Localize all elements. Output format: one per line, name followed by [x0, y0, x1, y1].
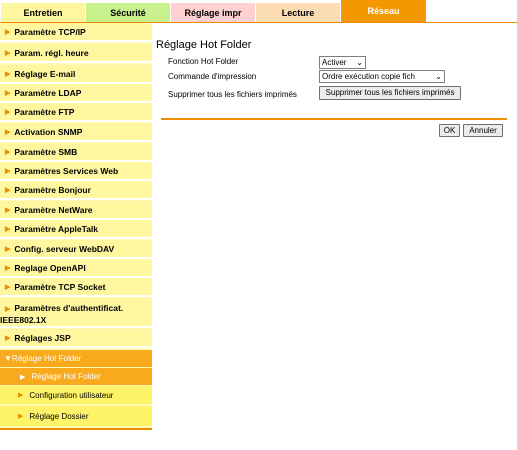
sidebar-item-email[interactable] [0, 65, 152, 84]
sidebar-item-label: Paramètre Bonjour [14, 184, 91, 195]
sidebar-item-label: Param. régl. heure [14, 47, 89, 58]
sidebar-item-ieee8021x[interactable] [0, 298, 152, 328]
sidebar-item-tcp-ip[interactable] [0, 23, 152, 42]
arrow-right-icon: ▶ [20, 373, 26, 381]
tab-securite[interactable]: Sécurité [86, 3, 170, 23]
sidebar-item-snmp[interactable] [0, 123, 152, 142]
sidebar-sub-label: Configuration utilisateur [29, 390, 114, 400]
sidebar-item-label: Reglage OpenAPI [14, 262, 86, 273]
sidebar-item-netware[interactable] [0, 201, 152, 220]
arrow-right-icon: ▶ [5, 89, 11, 97]
sidebar-item-heure[interactable] [0, 44, 152, 63]
arrow-right-icon: ▶ [5, 334, 11, 342]
print-command-select[interactable] [319, 70, 445, 83]
sidebar-item-tcp-socket[interactable] [0, 278, 152, 297]
arrow-right-icon: ▶ [5, 245, 11, 253]
sidebar-item-label: Paramètre AppleTalk [14, 223, 99, 234]
sidebar-item-label: Activation SNMP [14, 126, 83, 137]
sidebar-item-label: Réglages JSP [14, 332, 71, 343]
arrow-right-icon: ▶ [18, 413, 24, 420]
sidebar-sub-label: Réglage Dossier [29, 411, 89, 421]
sidebar-item-bonjour[interactable] [0, 181, 152, 200]
sidebar-sub-label: Réglage Hot Folder [31, 372, 101, 381]
sidebar-sub-configuration-utilisateur[interactable] [0, 386, 152, 404]
sidebar-item-label: Config. serveur WebDAV [14, 243, 115, 254]
sidebar-sub-reglage-hot-folder[interactable] [0, 368, 152, 385]
chevron-down-icon: ⌄ [435, 72, 442, 81]
sidebar-item-label: Paramètres d'authentificat. [14, 303, 124, 313]
sidebar-item-label: Paramètre FTP [14, 106, 75, 117]
tab-reglage-impr[interactable]: Réglage impr [171, 3, 255, 23]
arrow-right-icon: ▶ [5, 28, 11, 36]
arrow-right-icon: ▶ [5, 49, 11, 57]
sidebar-group-hot-folder[interactable]: ▼Réglage Hot Folder [0, 350, 152, 367]
sidebar-item-appletalk[interactable] [0, 220, 152, 239]
arrow-right-icon: ▶ [5, 264, 11, 272]
sidebar-item-label: Paramètre SMB [14, 146, 78, 157]
delete-files-label: Supprimer tous les fichiers imprimés [168, 90, 297, 99]
separator-line [161, 118, 507, 120]
arrow-right-icon: ▶ [5, 225, 11, 233]
arrow-right-icon: ▶ [5, 70, 11, 78]
sidebar-item-openapi[interactable] [0, 259, 152, 278]
ok-button[interactable]: OK [439, 124, 460, 137]
sidebar-item-ldap[interactable] [0, 84, 152, 103]
tab-entretien[interactable]: Entretien [1, 3, 85, 23]
sidebar-item-label: Paramètres Services Web [14, 165, 119, 176]
sidebar-item-label: IEEE802.1X [0, 315, 47, 325]
arrow-right-icon: ▶ [5, 306, 11, 313]
sidebar-item-ftp[interactable] [0, 103, 152, 122]
sidebar-item-webdav[interactable] [0, 240, 152, 259]
arrow-right-icon: ▶ [5, 283, 11, 291]
sidebar-sub-reglage-dossier[interactable] [0, 406, 152, 426]
print-command-label: Commande d'impression [168, 72, 257, 81]
arrow-right-icon: ▶ [5, 206, 11, 214]
top-tab-bar [0, 0, 517, 23]
print-command-value: Ordre exécution copie fich [322, 72, 415, 81]
page-title: Réglage Hot Folder [156, 39, 252, 51]
hot-folder-label: Fonction Hot Folder [168, 57, 239, 66]
sidebar-bottom-rule [0, 428, 152, 430]
delete-all-printed-button[interactable]: Supprimer tous les fichiers imprimés [319, 86, 461, 100]
arrow-right-icon: ▶ [5, 186, 11, 194]
sidebar-item-jsp[interactable] [0, 329, 152, 348]
sidebar-item-label: Paramètre TCP Socket [14, 281, 106, 292]
hot-folder-select[interactable] [319, 56, 366, 69]
sidebar [0, 23, 152, 430]
sidebar-item-label: Paramètre LDAP [14, 87, 82, 98]
arrow-right-icon: ▶ [5, 167, 11, 175]
tab-lecture[interactable]: Lecture [256, 3, 340, 23]
arrow-right-icon: ▶ [5, 128, 11, 136]
sidebar-item-label: Paramètre NetWare [14, 204, 93, 215]
sidebar-item-smb[interactable] [0, 143, 152, 162]
cancel-button[interactable]: Annuler [463, 124, 503, 137]
arrow-right-icon: ▶ [5, 108, 11, 116]
sidebar-item-services-web[interactable] [0, 162, 152, 181]
arrow-right-icon: ▶ [18, 392, 24, 399]
tab-reseau[interactable]: Réseau [341, 0, 426, 23]
sidebar-item-label: Paramètre TCP/IP [14, 26, 86, 37]
hot-folder-value: Activer [322, 58, 347, 67]
chevron-down-icon: ⌄ [356, 58, 363, 67]
arrow-right-icon: ▶ [5, 148, 11, 156]
sidebar-item-label: Réglage E-mail [14, 68, 76, 79]
